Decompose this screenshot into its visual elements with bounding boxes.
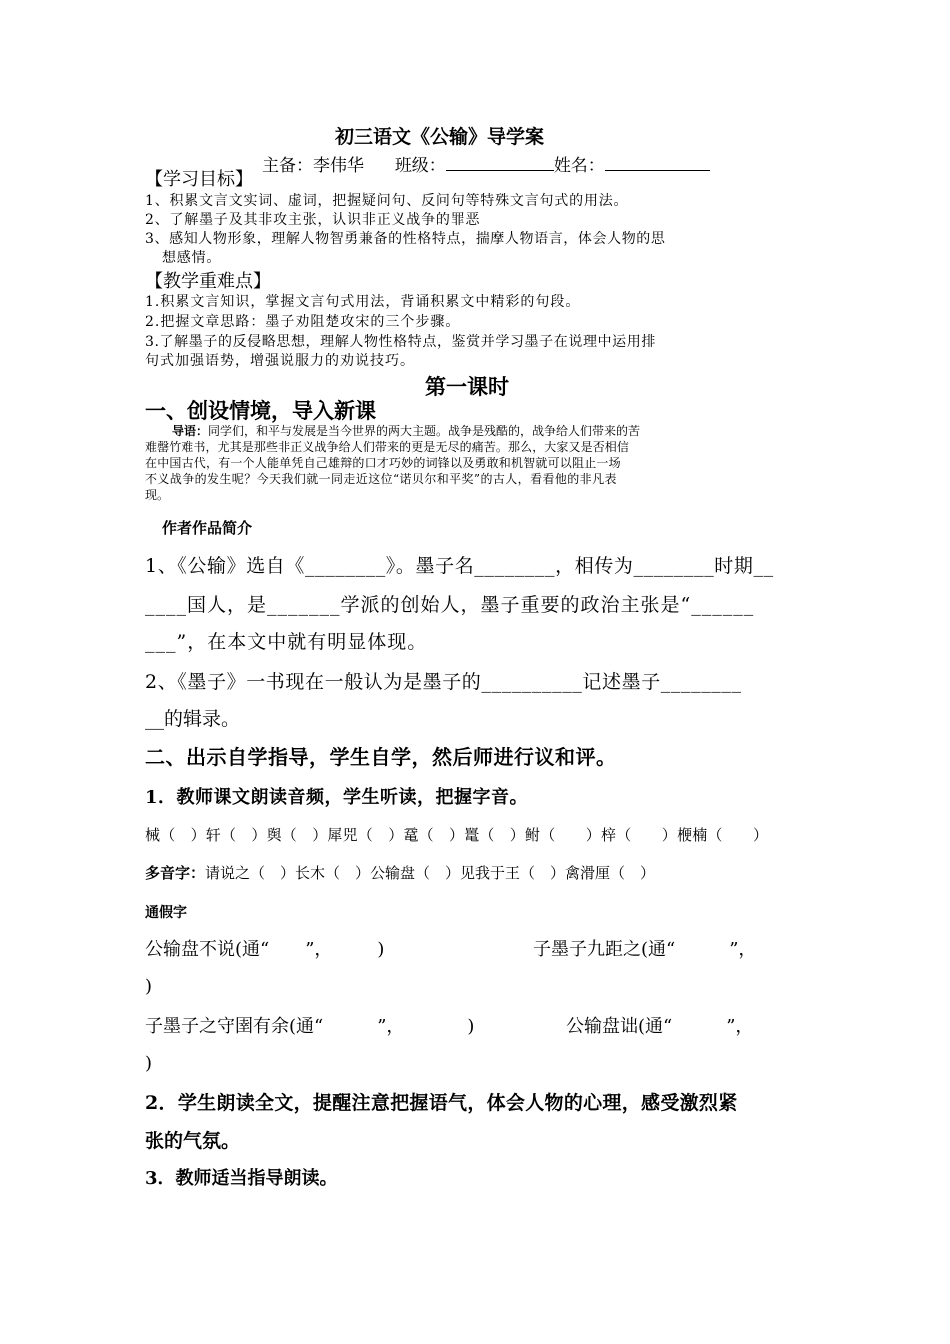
step2-line-2: 张的气氛。 <box>145 1130 241 1152</box>
fill-line-2: ____国人，是_______学派的创始人，墨子重要的政治主张是“______ <box>145 594 755 616</box>
name-blank[interactable] <box>605 152 710 171</box>
keypoints-heading: 【教学重难点】 <box>145 271 271 292</box>
name-label: 姓名： <box>553 156 605 176</box>
step1-text: 1．教师课文朗读音频，学生听读，把握字音。 <box>145 787 529 808</box>
objective-item-1: 1、积累文言文实词、虚词，把握疑问句、反问句等特殊文言句式的用法。 <box>145 193 629 209</box>
objective-item-3: 3、感知人物形象，理解人物智勇兼备的性格特点，揣摩人物语言，体会人物的思 <box>145 231 666 247</box>
intro-line-1 <box>172 425 640 437</box>
polyphone-line <box>145 866 655 881</box>
tongjia-label: 通假字 <box>145 905 187 921</box>
keypoint-item-2: 2.把握文章思路：墨子劝阻楚攻宋的三个步骤。 <box>145 314 461 330</box>
tongjia-line-4-left: ) <box>145 1053 153 1074</box>
header-line <box>262 152 710 175</box>
objectives-heading: 【学习目标】 <box>145 169 253 190</box>
polyphone-items: 请说之（ ）长木（ ）公输盘（ ）见我于王（ ）禽滑厘（ ） <box>205 864 656 882</box>
tongjia-line-1-left: 公输盘不说(通“ ”， ) <box>145 939 385 960</box>
tongjia-line-3-right: 公输盘诎(通“ ”， <box>566 1016 754 1037</box>
tongjia-line-3-left: 子墨子之守圉有余(通“ ”， ) <box>145 1016 475 1037</box>
step2-line-1: 2．学生朗读全文，提醒注意把握语气，体会人物的心理，感受激烈紧 <box>145 1092 738 1114</box>
intro-label: 导语： <box>172 424 209 438</box>
keypoint-item-3: 3.了解墨子的反侵略思想，理解人物性格特点，鉴赏并学习墨子在说理中运用排 <box>145 334 656 350</box>
intro-line-2: 难罄竹难书，尤其是那些非正义战争给人们带来的更是无尽的痛苦。那么，大家又是否相信 <box>145 440 630 454</box>
tongjia-line-1-right: 子墨子九距之(通“ ”， <box>533 939 757 960</box>
keypoint-item-3-cont: 句式加强语势，增强说服力的劝说技巧。 <box>145 353 415 369</box>
pronunciation-line: 械（ ）轩（ ）舆（ ）犀兕（ ）鼋（ ）鼍（ ）鲋（ ）梓（ ）楩楠（ ） <box>145 826 769 844</box>
chief-label: 主备： <box>262 156 313 176</box>
keypoint-item-1: 1.积累文言知识，掌握文言句式用法，背诵积累文中精彩的句段。 <box>145 294 581 310</box>
intro-line-5: 现。 <box>145 488 170 502</box>
step3-text: 3．教师适当指导朗读。 <box>145 1168 338 1189</box>
class-blank[interactable] <box>446 152 554 171</box>
objective-item-2: 2、了解墨子及其非攻主张，认识非正义战争的罪恶 <box>145 212 481 228</box>
intro-text-1: 同学们，和平与发展是当今世界的两大主题。战争是残酷的，战争给人们带来的苦 <box>208 424 641 438</box>
tongjia-line-2-left: ) <box>145 976 153 997</box>
fill-line-3: ___”，在本文中就有明显体现。 <box>145 631 428 653</box>
section2-heading: 二、出示自学指导，学生自学，然后师进行议和评。 <box>145 745 617 769</box>
class-label: 班级： <box>394 156 446 176</box>
section1-heading: 一、创设情境，导入新课 <box>145 398 376 423</box>
fill-line-1: 1、《公输》选自《________》。墨子名________，相传为________时期__ <box>145 555 774 577</box>
polyphone-label: 多音字： <box>145 864 206 882</box>
intro-line-3: 在中国古代，有一个人能单凭自己雄辩的口才巧妙的词锋以及勇敢和机智就可以阻止一场 <box>145 456 621 470</box>
lesson-title: 第一课时 <box>425 374 509 399</box>
author-heading: 作者作品简介 <box>162 519 253 537</box>
intro-line-4: 不义战争的发生呢？今天我们就一同走近这位“诺贝尔和平奖”的古人，看看他的非凡表 <box>145 472 617 486</box>
objective-item-3-cont: 想感情。 <box>162 250 222 266</box>
fill-line-4: 2、《墨子》一书现在一般认为是墨子的__________记述墨子________ <box>145 671 742 693</box>
document-title: 初三语文《公输》导学案 <box>335 126 545 148</box>
chief-name: 李伟华 <box>313 156 364 176</box>
fill-line-5: __的辑录。 <box>145 708 241 730</box>
